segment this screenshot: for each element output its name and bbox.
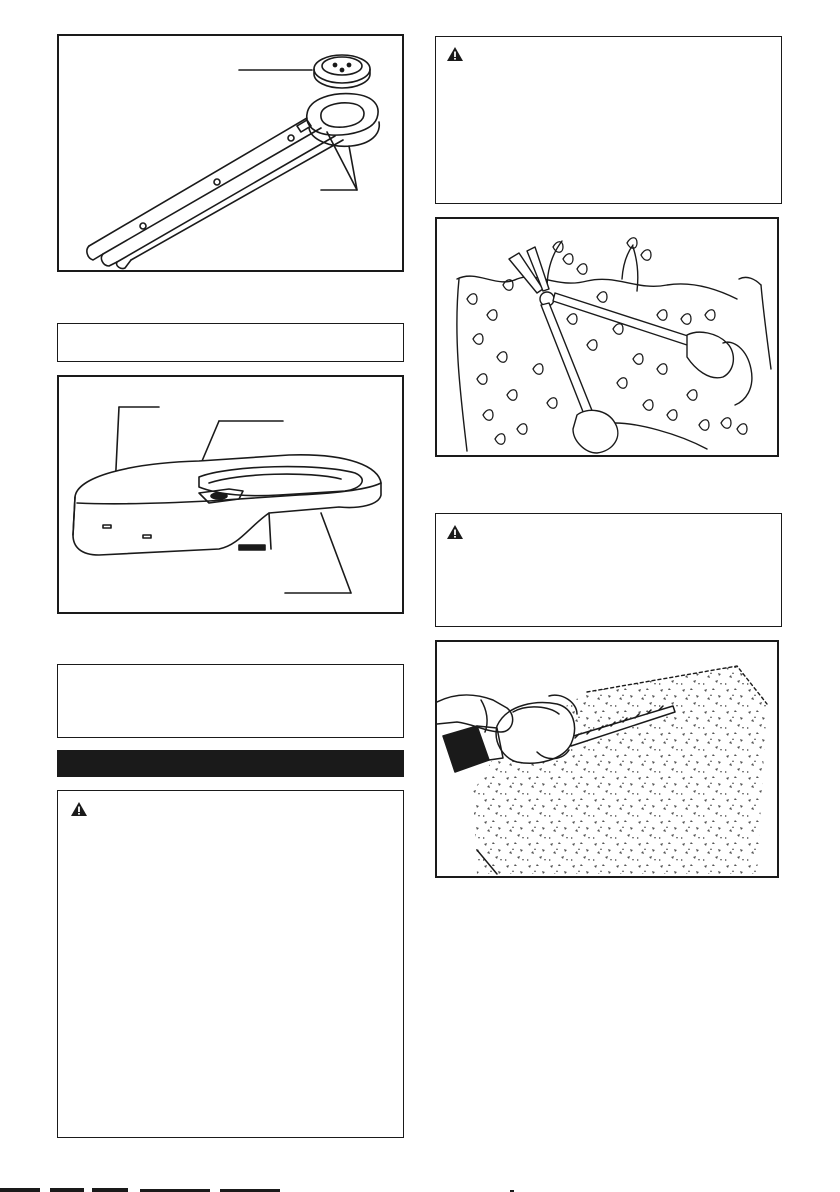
hedge-trimmer-cutting-icon — [437, 642, 777, 876]
blade-case-icon — [59, 377, 402, 612]
figure-hand-shears — [435, 217, 779, 457]
figure-trimming-hedge — [435, 640, 779, 878]
warning-box-mid-right — [435, 513, 782, 627]
warning-box-bottom-left — [57, 790, 404, 1138]
warning-triangle-icon — [446, 524, 464, 540]
note-box-1 — [57, 323, 404, 362]
figure-blade-case — [57, 375, 404, 614]
warning-triangle-icon — [70, 801, 88, 817]
warning-triangle-icon — [446, 46, 464, 62]
bottom-crop-marks — [0, 1186, 840, 1192]
warning-box-top-right — [435, 36, 782, 204]
section-header-bar — [57, 750, 404, 777]
note-box-2 — [57, 664, 404, 738]
hedge-trimmer-blade-icon — [59, 36, 402, 270]
figure-blade-assembly — [57, 34, 404, 272]
hand-shears-icon — [437, 219, 777, 455]
